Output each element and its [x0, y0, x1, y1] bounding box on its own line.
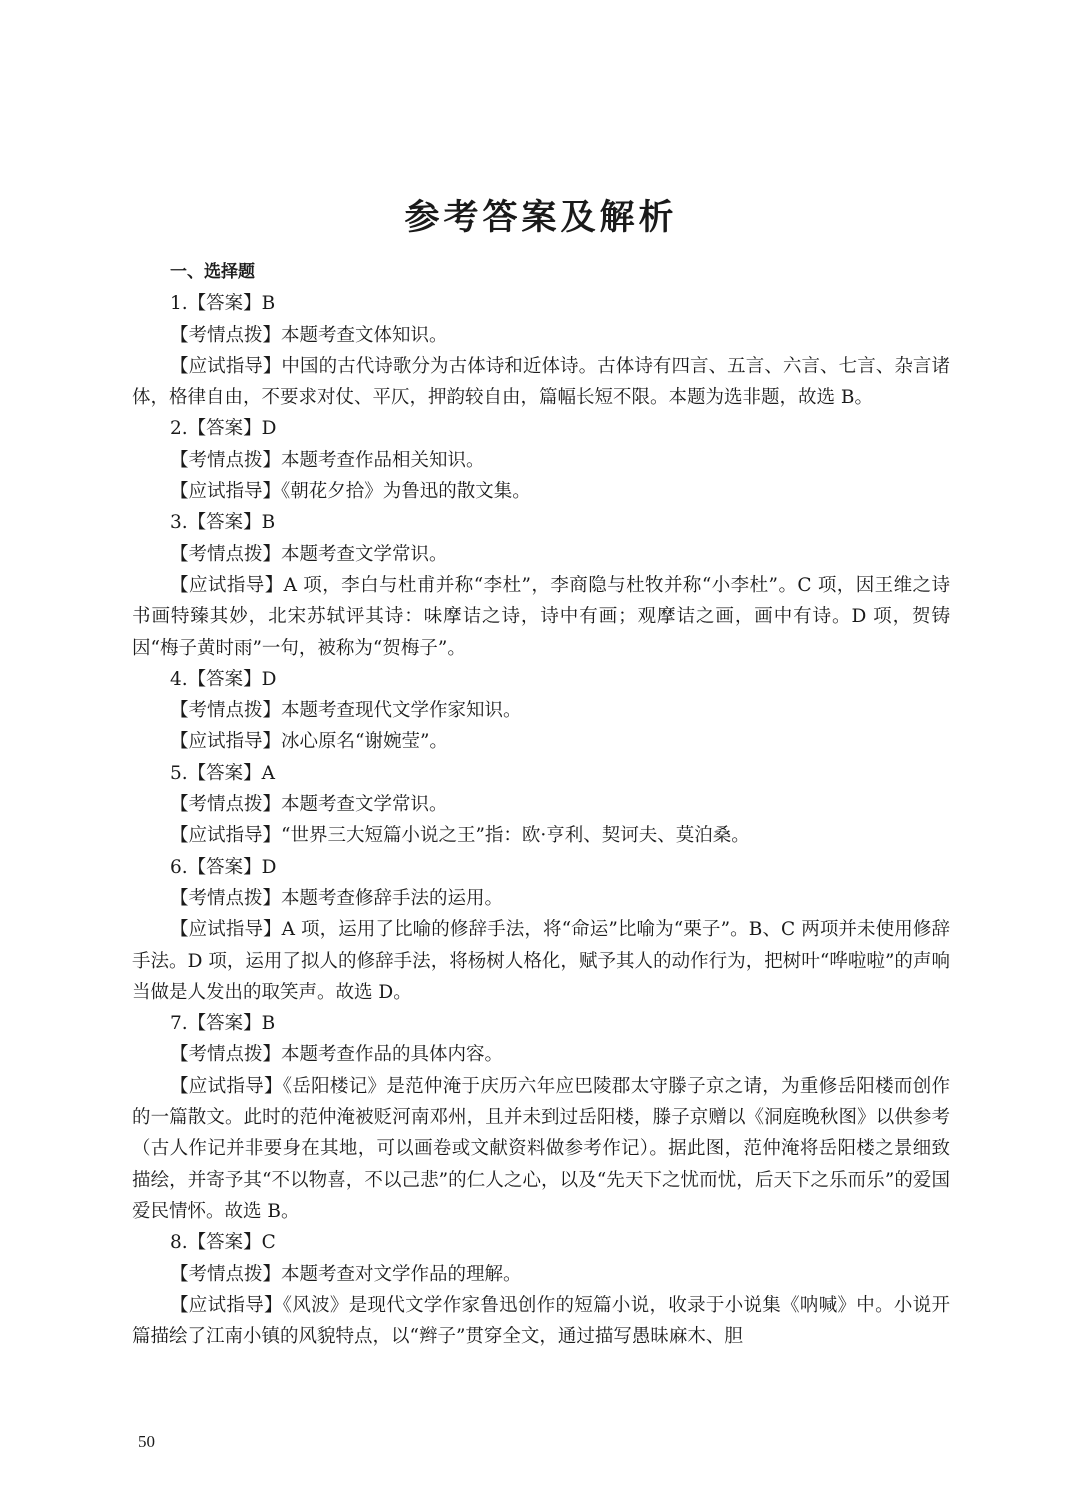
page-title: 参考答案及解析	[404, 198, 678, 238]
analysis-point: 【考情点拨】本题考查对文学作品的理解。	[170, 1263, 522, 1285]
answer-line: 4.【答案】D	[170, 668, 277, 690]
analysis-point: 【考情点拨】本题考查现代文学作家知识。	[170, 700, 522, 722]
answer-line: 6.【答案】D	[170, 856, 277, 878]
answer-line: 3.【答案】B	[170, 512, 276, 534]
answer-line: 7.【答案】B	[170, 1013, 276, 1035]
exam-guidance: 【应试指导】《风波》是现代文学作家鲁迅创作的短篇小说，收录于小说集《呐喊》中。小说开篇描绘了江南小镇的风貌特点，以“辫子”贯穿全文，通过描写愚昧麻木、胆	[132, 1294, 950, 1348]
analysis-point: 【考情点拨】本题考查作品的具体内容。	[170, 1044, 504, 1066]
answer-line: 5.【答案】A	[170, 762, 276, 784]
answer-line: 8.【答案】C	[170, 1232, 276, 1254]
exam-guidance: 【应试指导】《朝花夕拾》为鲁迅的散文集。	[170, 481, 531, 503]
analysis-point: 【考情点拨】本题考查作品相关知识。	[170, 449, 485, 471]
exam-guidance: 【应试指导】中国的古代诗歌分为古体诗和近体诗。古体诗有四言、五言、六言、七言、杂言诸体，格律自由，不要求对仗、平仄，押韵较自由，篇幅长短不限。本题为选非题，故选 B。	[132, 355, 950, 409]
analysis-point: 【考情点拨】本题考查文学常识。	[170, 543, 448, 565]
analysis-point: 【考情点拨】本题考查修辞手法的运用。	[170, 887, 504, 909]
analysis-point: 【考情点拨】本题考查文体知识。	[170, 324, 448, 346]
exam-guidance: 【应试指导】A 项，运用了比喻的修辞手法，将“命运”比喻为“栗子”。B、C 两项并未使用修辞手法。D 项，运用了拟人的修辞手法，将杨树人格化，赋予其人的动作行为，把树叶“哗啦啦”的声响当做是人发出的取笑声。故选 D。	[132, 919, 950, 1003]
exam-guidance: 【应试指导】A 项，李白与杜甫并称“李杜”，李商隐与杜牧并称“小李杜”。C 项，因王维之诗书画特臻其妙，北宋苏轼评其诗：味摩诘之诗，诗中有画；观摩诘之画，画中有诗。D 项，贺铸因“梅子黄时雨”一句，被称为“贺梅子”。	[132, 574, 950, 659]
answer-page	[132, 195, 950, 1352]
exam-guidance: 【应试指导】《岳阳楼记》是范仲淹于庆历六年应巴陵郡太守滕子京之请，为重修岳阳楼而创作的一篇散文。此时的范仲淹被贬河南邓州，且并未到过岳阳楼，滕子京赠以《洞庭晚秋图》以供参考（古人作记并非要身在其地，可以画卷或文献资料做参考作记）。据此图，范仲淹将岳阳楼之景细致描绘，并寄予其“不以物喜，不以己悲”的仁人之心，以及“先天下之忧而忧，后天下之乐而乐”的爱国爱民情怀。故选 B。	[132, 1075, 950, 1222]
answer-line: 2.【答案】D	[170, 418, 277, 440]
analysis-point: 【考情点拨】本题考查文学常识。	[170, 794, 448, 816]
answer-line: 1.【答案】B	[170, 293, 276, 315]
section-heading: 一、选择题	[170, 262, 255, 282]
page-number: 50	[138, 1432, 155, 1451]
answer-list	[132, 288, 950, 1352]
exam-guidance: 【应试指导】冰心原名“谢婉莹”。	[170, 731, 448, 753]
exam-guidance: 【应试指导】“世界三大短篇小说之王”指：欧·亨利、契诃夫、莫泊桑。	[170, 825, 750, 847]
